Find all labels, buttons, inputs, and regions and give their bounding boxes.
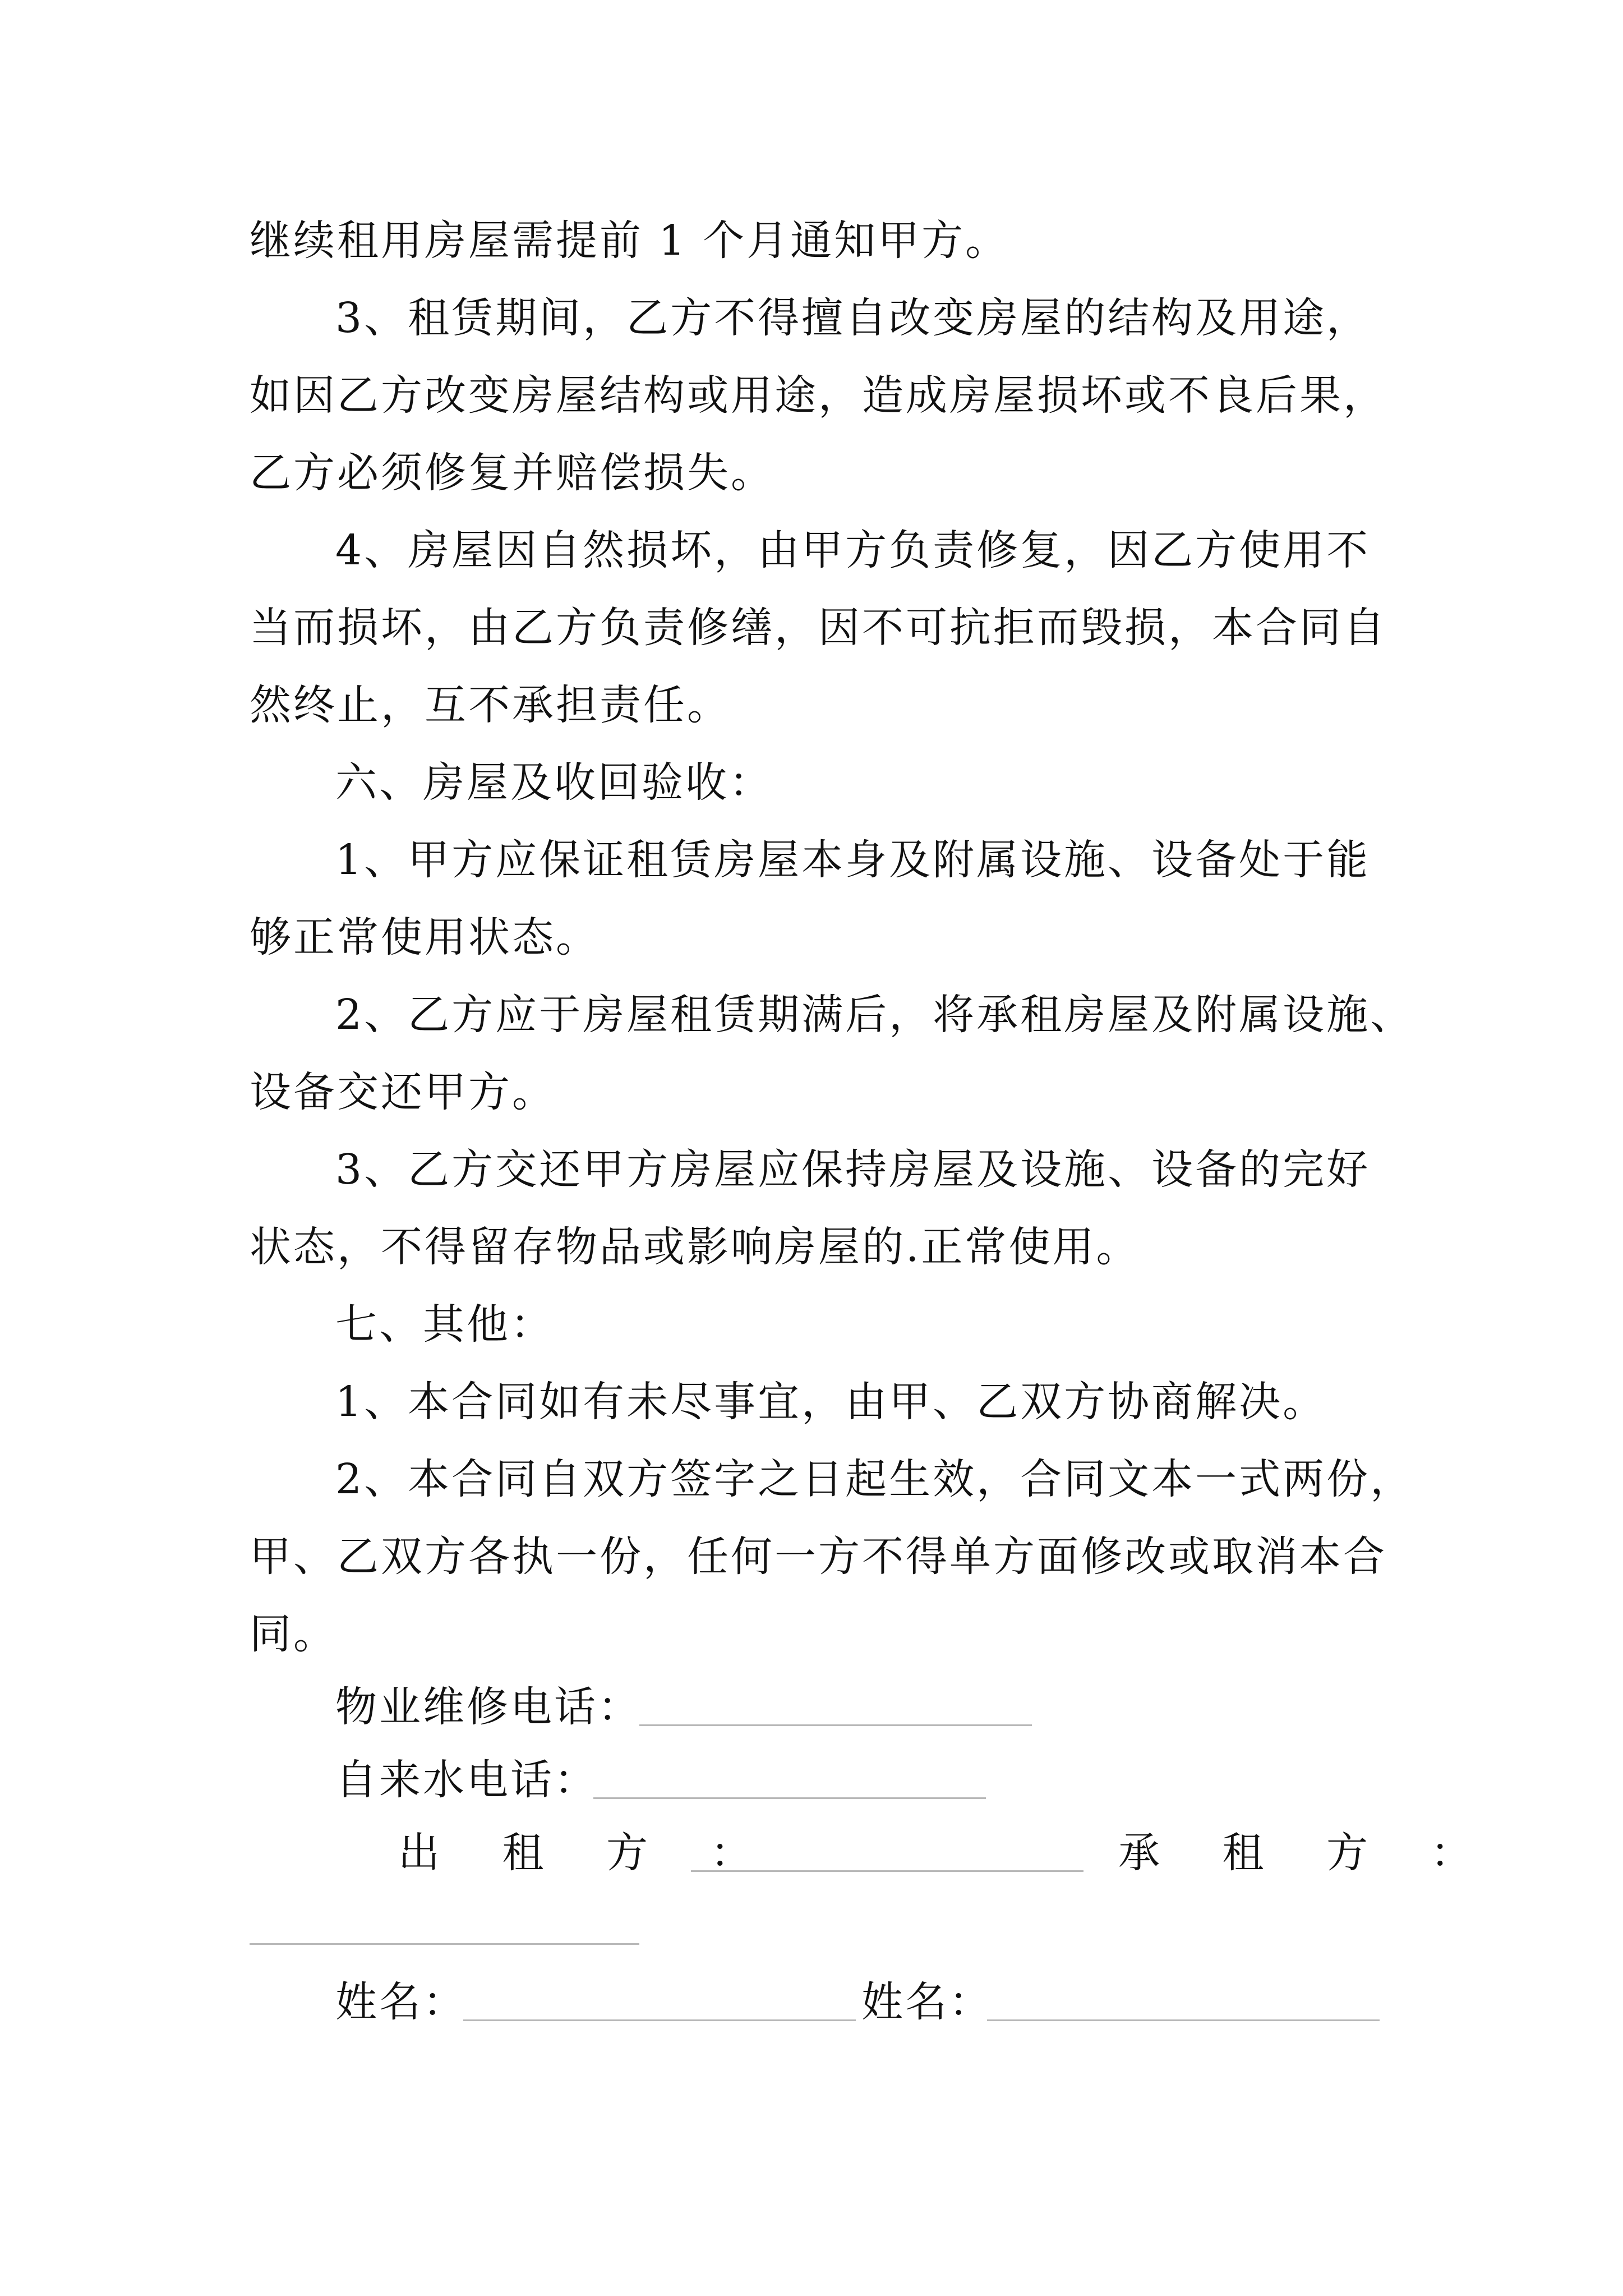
clause-5-3-line-3: 乙方必须修复并赔偿损失。 — [250, 449, 774, 497]
clause-7-1: 1、本合同如有未尽事宜，由甲、乙双方协商解决。 — [335, 1378, 1327, 1426]
property-phone-label: 物业维修电话： — [335, 1683, 642, 1731]
lessor-name-label: 姓名： — [335, 1978, 467, 2026]
lessee-field[interactable] — [250, 1943, 639, 1945]
clause-7-2-line-2: 甲、乙双方各执一份，任何一方不得单方面修改或取消本合 — [250, 1533, 1387, 1581]
clause-5-3-line-2: 如因乙方改变房屋结构或用途，造成房屋损坏或不良后果， — [250, 371, 1387, 420]
clause-6-3-line-2: 状态，不得留存物品或影响房屋的.正常使用。 — [250, 1223, 1140, 1271]
clause-6-2-line-1: 2、乙方应于房屋租赁期满后，将承租房屋及附属设施、 — [335, 991, 1414, 1039]
clause-5-3-line-1: 3、租赁期间，乙方不得擅自改变房屋的结构及用途， — [335, 294, 1371, 342]
lessor-label: 出 租 方 ： — [398, 1829, 777, 1877]
property-phone-field[interactable] — [639, 1724, 1032, 1726]
clause-5-4-line-3: 然终止，互不承担责任。 — [250, 681, 731, 729]
clause-6-3-line-1: 3、乙方交还甲方房屋应保持房屋及设施、设备的完好 — [335, 1145, 1371, 1194]
lessee-name-label: 姓名： — [861, 1978, 993, 2026]
clause-6-1-line-2: 够正常使用状态。 — [250, 913, 600, 961]
lessee-label: 承 租 方 ： — [1118, 1829, 1497, 1877]
water-phone-label: 自来水电话： — [335, 1756, 598, 1804]
section-7-heading: 七、其他： — [335, 1300, 554, 1349]
clause-6-2-line-2: 设备交还甲方。 — [250, 1068, 556, 1116]
clause-5-4-line-1: 4、房屋因自然损坏，由甲方负责修复，因乙方使用不 — [335, 526, 1371, 574]
lessor-name-field[interactable] — [463, 2019, 856, 2021]
section-6-heading: 六、房屋及收回验收： — [335, 758, 773, 807]
lessor-field[interactable] — [691, 1870, 1083, 1872]
clause-5-4-line-2: 当而损坏，由乙方负责修缮，因不可抗拒而毁损，本合同自 — [250, 604, 1387, 652]
clause-7-2-line-1: 2、本合同自双方签字之日起生效，合同文本一式两份， — [335, 1455, 1414, 1503]
water-phone-field[interactable] — [593, 1797, 986, 1799]
body-line-1: 继续租用房屋需提前 1 个月通知甲方。 — [250, 217, 1009, 265]
lessee-name-field[interactable] — [987, 2019, 1380, 2021]
clause-6-1-line-1: 1、甲方应保证租赁房屋本身及附属设施、设备处于能 — [335, 836, 1371, 884]
clause-7-2-line-3: 同。 — [250, 1610, 337, 1658]
